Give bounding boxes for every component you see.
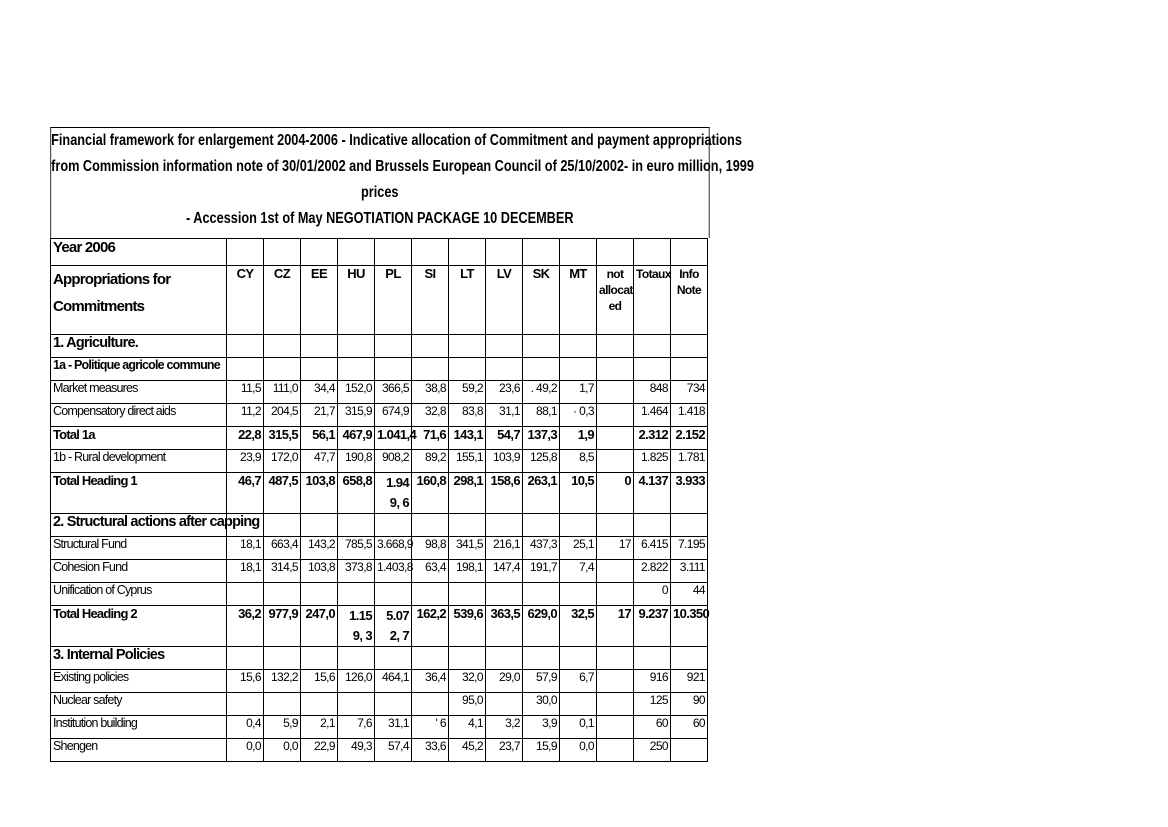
table-cell: 0,0 [264,739,301,762]
table-cell [412,583,449,606]
table-cell: 34,4 [301,381,338,404]
table-cell: 152,0 [338,381,375,404]
table-row [51,670,708,693]
table-row [51,381,708,404]
row-label: 3. Internal Policies [51,647,227,670]
table-row [51,473,708,514]
table-cell [560,514,597,537]
table-cell: 1.781 [671,450,708,473]
table-cell [634,335,671,358]
row-label: Total Heading 1 [51,473,227,514]
table-cell: 162,2 [412,606,449,647]
table-cell [597,427,634,450]
table-cell: 125,8 [523,450,560,473]
table-cell [597,716,634,739]
table-cell: 263,1 [523,473,560,514]
table-cell [375,514,412,537]
table-cell [227,335,264,358]
table-cell [264,358,301,381]
table-cell [449,358,486,381]
table-cell [523,335,560,358]
table-cell [338,358,375,381]
table-cell: 467,9 [338,427,375,450]
table-cell: 137,3 [523,427,560,450]
table-cell [227,583,264,606]
table-cell: 1.464 [634,404,671,427]
table-cell: 83,8 [449,404,486,427]
table-cell: 373,8 [338,560,375,583]
table-cell: 539,6 [449,606,486,647]
table-cell [523,358,560,381]
table-cell: 33,6 [412,739,449,762]
table-cell [264,335,301,358]
table-cell: 315,5 [264,427,301,450]
table-cell [301,335,338,358]
table-cell [486,358,523,381]
table-cell [597,381,634,404]
table-cell [560,647,597,670]
table-cell: . 49,2 [523,381,560,404]
table-cell [597,358,634,381]
table-cell [412,335,449,358]
table-cell: 88,1 [523,404,560,427]
table-row [51,537,708,560]
table-cell: 5.072, 7 [375,606,412,647]
table-cell: 464,1 [375,670,412,693]
column-header: not allocat ed [597,266,634,335]
title-line-4: - Accession 1st of May NEGOTIATION PACKAGE 10 DECEMBER [185,210,574,227]
table-cell [375,583,412,606]
table-cell: 2.822 [634,560,671,583]
table-cell [486,647,523,670]
table-cell: 1,9 [560,427,597,450]
table-cell: 32,0 [449,670,486,693]
table-cell: 15,9 [523,739,560,762]
table-cell: 56,1 [301,427,338,450]
table-cell: 916 [634,670,671,693]
table-cell [301,583,338,606]
table-cell [412,693,449,716]
column-header: LV [486,266,523,335]
table-cell [671,335,708,358]
column-header: Info Note [671,266,708,335]
header-label: Appropriations for Commitments [51,266,227,335]
table-cell [597,583,634,606]
table-cell: 785,5 [338,537,375,560]
table-cell: 147,4 [486,560,523,583]
table-cell [560,583,597,606]
table-row [51,647,708,670]
table-cell: 11,5 [227,381,264,404]
table-cell: 341,5 [449,537,486,560]
table-cell: 90 [671,693,708,716]
table-cell: 143,1 [449,427,486,450]
table-cell: 5,9 [264,716,301,739]
table-cell: 36,2 [227,606,264,647]
table-cell [449,335,486,358]
row-label: Compensatory direct aids [51,404,227,427]
table-cell [634,514,671,537]
table-cell: 216,1 [486,537,523,560]
row-label: Existing policies [51,670,227,693]
table-cell [375,335,412,358]
table-cell: 63,4 [412,560,449,583]
row-label: Nuclear safety [51,693,227,716]
table-cell: 38,8 [412,381,449,404]
table-cell: 7.195 [671,537,708,560]
row-label: Market measures [51,381,227,404]
table-cell: 3.933 [671,473,708,514]
document-title [50,127,754,238]
table-cell [227,647,264,670]
table-cell: 59,2 [449,381,486,404]
table-cell: 29,0 [486,670,523,693]
row-label: Institution building [51,716,227,739]
table-cell: 3,9 [523,716,560,739]
table-cell [671,358,708,381]
table-cell: 2,1 [301,716,338,739]
table-cell: 0,0 [227,739,264,762]
table-cell: 315,9 [338,404,375,427]
table-cell: 848 [634,381,671,404]
table-cell: 155,1 [449,450,486,473]
table-cell: 674,9 [375,404,412,427]
year-row [51,239,708,266]
table-row [51,450,708,473]
table-cell [560,358,597,381]
document-page [50,127,754,762]
column-header: LT [449,266,486,335]
row-label: 1a - Politique agricole commune [51,358,227,381]
table-cell [338,647,375,670]
table-cell [449,583,486,606]
table-cell: 314,5 [264,560,301,583]
allocation-table [50,238,708,762]
table-row [51,335,708,358]
table-cell: 17 [597,537,634,560]
row-label: Structural Fund [51,537,227,560]
table-cell: 46,7 [227,473,264,514]
row-label: Total 1a [51,427,227,450]
column-header: HU [338,266,375,335]
table-cell: 57,9 [523,670,560,693]
table-row [51,514,708,537]
table-row [51,427,708,450]
table-cell: 31,1 [375,716,412,739]
row-label: Unification of Cyprus [51,583,227,606]
table-row [51,693,708,716]
table-cell [412,358,449,381]
table-cell [634,358,671,381]
table-cell: 6.415 [634,537,671,560]
table-cell [597,514,634,537]
table-cell: 95,0 [449,693,486,716]
table-cell: 103,8 [301,560,338,583]
table-cell: 7,6 [338,716,375,739]
column-header: SI [412,266,449,335]
table-cell [597,647,634,670]
year-label: Year 2006 [51,239,227,266]
table-cell [486,693,523,716]
table-cell [375,358,412,381]
table-cell [338,693,375,716]
table-cell [412,514,449,537]
column-header: Totaux [634,266,671,335]
table-cell [486,514,523,537]
table-cell: 45,2 [449,739,486,762]
table-cell: 366,5 [375,381,412,404]
table-cell: 111,0 [264,381,301,404]
table-cell: 437,3 [523,537,560,560]
table-cell [264,647,301,670]
table-cell: 103,8 [301,473,338,514]
table-row [51,358,708,381]
table-cell: 98,8 [412,537,449,560]
table-cell: 21,7 [301,404,338,427]
row-label: 2. Structural actions after capping [51,514,227,537]
table-cell [338,583,375,606]
table-cell: 23,9 [227,450,264,473]
table-cell [486,335,523,358]
table-cell [634,647,671,670]
table-cell [301,647,338,670]
table-cell: 47,7 [301,450,338,473]
table-cell: 18,1 [227,537,264,560]
table-cell: 10.350 [671,606,708,647]
table-cell: 60 [671,716,708,739]
table-cell [597,670,634,693]
table-cell: 10,5 [560,473,597,514]
table-cell [227,693,264,716]
table-cell: 1,7 [560,381,597,404]
table-cell: 23,7 [486,739,523,762]
table-cell: 247,0 [301,606,338,647]
table-cell: · 0,3 [560,404,597,427]
table-cell: 198,1 [449,560,486,583]
table-cell: 11,2 [227,404,264,427]
table-cell: 363,5 [486,606,523,647]
row-label: 1. Agriculture. [51,335,227,358]
row-label: Cohesion Fund [51,560,227,583]
table-cell [264,514,301,537]
title-line-1: Financial framework for enlargement 2004-2006 - Indicative allocation of Commitment and payment appropriations [50,132,742,149]
table-cell: 36,4 [412,670,449,693]
row-label: 1b - Rural development [51,450,227,473]
table-cell: 23,6 [486,381,523,404]
table-cell: 7,4 [560,560,597,583]
table-cell: 60 [634,716,671,739]
table-cell: 0,1 [560,716,597,739]
table-row [51,606,708,647]
table-cell: 71,6 [412,427,449,450]
table-cell: 1.041,4 [375,427,412,450]
table-cell: 908,2 [375,450,412,473]
table-cell [486,583,523,606]
table-cell [375,693,412,716]
table-cell [597,693,634,716]
table-cell: 629,0 [523,606,560,647]
table-row [51,404,708,427]
table-row [51,560,708,583]
table-cell [264,693,301,716]
table-cell: 15,6 [227,670,264,693]
column-header: CY [227,266,264,335]
table-cell: 18,1 [227,560,264,583]
table-cell: 8,5 [560,450,597,473]
table-row [51,739,708,762]
table-cell: 9.237 [634,606,671,647]
table-row [51,716,708,739]
table-cell: 0,4 [227,716,264,739]
table-cell: 1.418 [671,404,708,427]
table-cell: 734 [671,381,708,404]
table-cell: 25,1 [560,537,597,560]
table-cell [338,514,375,537]
table-cell: ' 6 [412,716,449,739]
title-line-3: prices [360,184,399,201]
table-cell [338,335,375,358]
table-cell: 89,2 [412,450,449,473]
table-cell: 0,0 [560,739,597,762]
table-cell [227,358,264,381]
table-cell: 31,1 [486,404,523,427]
table-cell: 658,8 [338,473,375,514]
table-cell [523,647,560,670]
table-cell: 132,2 [264,670,301,693]
table-cell [412,647,449,670]
table-cell: 921 [671,670,708,693]
table-cell: 204,5 [264,404,301,427]
table-cell [597,335,634,358]
table-cell [375,647,412,670]
table-cell: 3.668,9 [375,537,412,560]
table-cell: 3,2 [486,716,523,739]
row-label: Shengen [51,739,227,762]
table-cell [671,647,708,670]
table-cell [301,693,338,716]
table-cell [597,404,634,427]
column-header: MT [560,266,597,335]
table-cell: 6,7 [560,670,597,693]
table-cell [449,647,486,670]
column-header: PL [375,266,412,335]
table-cell: 44 [671,583,708,606]
table-cell [264,583,301,606]
table-cell: 22,9 [301,739,338,762]
column-header: CZ [264,266,301,335]
table-cell [449,514,486,537]
table-cell [523,583,560,606]
table-cell [671,739,708,762]
table-cell: 1.825 [634,450,671,473]
table-cell: 250 [634,739,671,762]
table-cell: 22,8 [227,427,264,450]
table-cell: 2.312 [634,427,671,450]
table-cell: 190,8 [338,450,375,473]
table-cell: 2.152 [671,427,708,450]
table-cell: 103,9 [486,450,523,473]
table-cell: 663,4 [264,537,301,560]
table-cell: 172,0 [264,450,301,473]
table-cell: 126,0 [338,670,375,693]
table-cell: 158,6 [486,473,523,514]
table-cell: 191,7 [523,560,560,583]
column-header: EE [301,266,338,335]
table-cell: 487,5 [264,473,301,514]
table-cell: 32,5 [560,606,597,647]
table-cell: 30,0 [523,693,560,716]
table-cell: 49,3 [338,739,375,762]
table-cell [560,693,597,716]
table-cell: 160,8 [412,473,449,514]
table-cell [597,560,634,583]
table-cell: 1.949, 6 [375,473,412,514]
table-cell: 4.137 [634,473,671,514]
table-cell: 298,1 [449,473,486,514]
table-cell: 57,4 [375,739,412,762]
table-cell: 3.111 [671,560,708,583]
table-cell: 0 [634,583,671,606]
table-cell [301,514,338,537]
table-cell: 4,1 [449,716,486,739]
table-cell: 125 [634,693,671,716]
table-cell [597,450,634,473]
table-cell: 977,9 [264,606,301,647]
title-line-2: from Commission information note of 30/01/2002 and Brussels European Council of 25/10/2002- in euro million, 1999 [50,158,754,175]
table-cell [301,358,338,381]
table-cell: 0 [597,473,634,514]
table-cell: 1.403,8 [375,560,412,583]
table-cell: 1.159, 3 [338,606,375,647]
table-cell [523,514,560,537]
row-label: Total Heading 2 [51,606,227,647]
column-header: SK [523,266,560,335]
table-cell: 54,7 [486,427,523,450]
table-cell: 143,2 [301,537,338,560]
table-cell [671,514,708,537]
table-cell: 17 [597,606,634,647]
table-cell: 32,8 [412,404,449,427]
header-row [51,266,708,335]
table-cell [597,739,634,762]
table-row [51,583,708,606]
table-cell [560,335,597,358]
table-cell: 15,6 [301,670,338,693]
